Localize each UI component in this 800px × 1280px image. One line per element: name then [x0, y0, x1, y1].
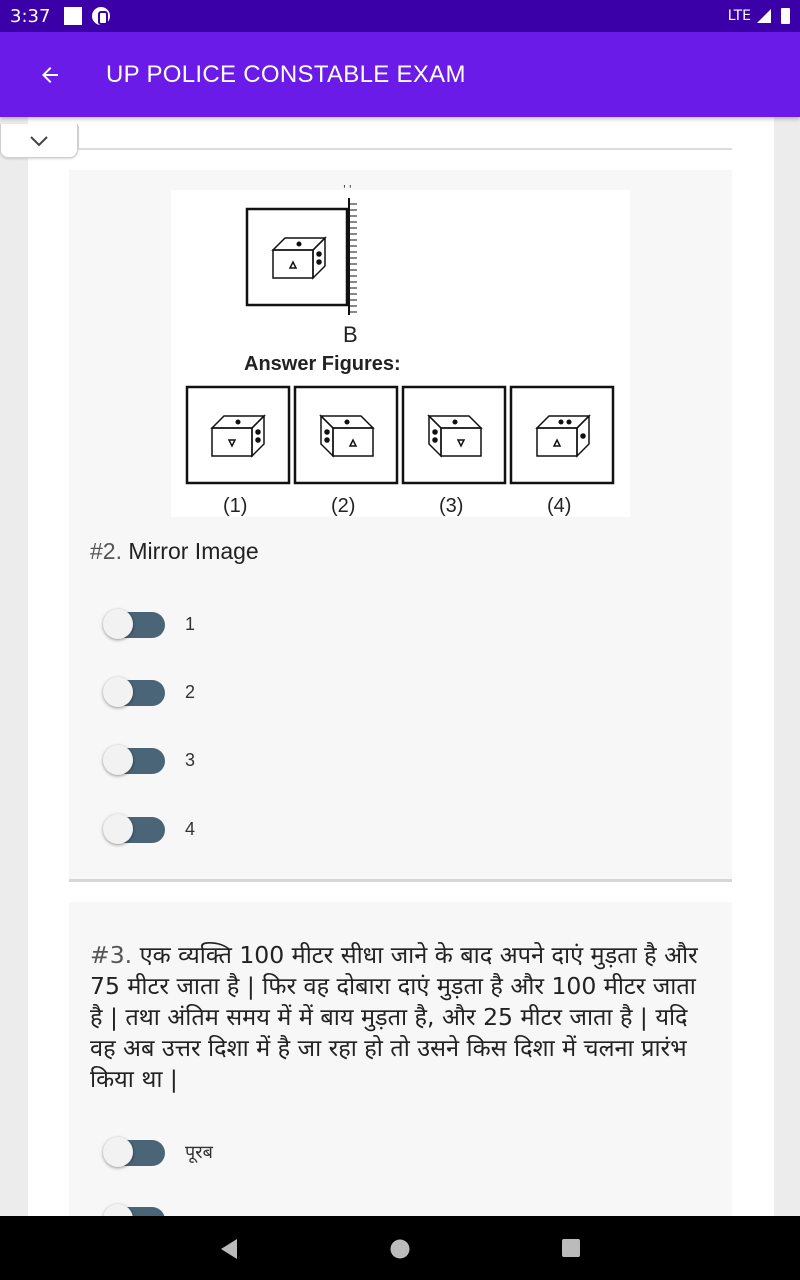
system-nav-bar: [0, 1216, 800, 1280]
status-time: 3:37: [10, 5, 51, 27]
network-type: LTE: [727, 8, 751, 24]
option-toggle[interactable]: [103, 607, 195, 641]
nav-recents-icon[interactable]: [561, 1238, 581, 1258]
battery-icon: [781, 8, 790, 24]
question-title: [90, 940, 710, 1095]
status-bar: [0, 0, 800, 32]
toggle-switch[interactable]: [103, 675, 167, 709]
answer-figure-label: (4): [547, 495, 572, 517]
nav-home-icon[interactable]: [389, 1238, 411, 1260]
arrow-left-icon: [38, 63, 62, 87]
question-text: एक व्यक्ति 100 मीटर सीधा जाने के बाद अपने दाएं मुड़ता है और 75 मीटर जाता है | फिर वह दोबारा दाएं मुड़ता है और 100 मीटर जाता है | तथा अंतिम समय में में बाय मुड़ता है, और 25 मीटर जाता है | यदि वह अब उत्तर दिशा में है जा रहा हो तो उसने किस दिशा में चलना प्रारंभ किया था |: [90, 941, 698, 1093]
answer-figure-label: (2): [331, 495, 356, 517]
signal-icon: [757, 9, 771, 23]
mirror-image-figure: [171, 184, 630, 517]
collapse-button[interactable]: [0, 124, 78, 158]
question-number: #2.: [90, 538, 122, 564]
app-bar: [0, 32, 800, 117]
answer-figure-label: (1): [223, 495, 248, 517]
page-title: UP POLICE CONSTABLE EXAM: [106, 60, 466, 88]
question-figure: [171, 184, 630, 517]
notification-square-icon: [64, 7, 82, 25]
toggle-switch[interactable]: [103, 1135, 167, 1169]
option-label: 2: [185, 681, 196, 702]
toggle-switch[interactable]: [103, 607, 167, 641]
back-button[interactable]: [26, 51, 74, 99]
option-toggle[interactable]: [103, 743, 195, 777]
question-card: [69, 902, 732, 1222]
notification-app-icon: [92, 7, 110, 25]
option-label: 1: [185, 613, 196, 634]
option-toggle[interactable]: [103, 812, 195, 846]
answer-figure-label: (3): [439, 495, 464, 517]
svg-text:' ': ' ': [343, 184, 352, 195]
option-label: 4: [185, 818, 196, 839]
answer-figures-label: Answer Figures:: [244, 353, 401, 375]
card-divider: [69, 879, 732, 882]
toggle-switch[interactable]: [103, 743, 167, 777]
previous-card-edge: [78, 126, 732, 150]
option-label: पूरब: [185, 1142, 213, 1162]
question-text: Mirror Image: [121, 538, 259, 564]
chevron-down-icon: [29, 135, 49, 147]
option-toggle[interactable]: [103, 1135, 213, 1169]
option-label: 3: [185, 749, 196, 770]
mirror-label: B: [343, 322, 358, 347]
option-toggle[interactable]: [103, 675, 195, 709]
question-title: [90, 538, 259, 565]
question-card: [69, 170, 732, 880]
toggle-switch[interactable]: [103, 812, 167, 846]
question-number: #3.: [90, 941, 133, 969]
nav-back-icon[interactable]: [219, 1238, 239, 1260]
